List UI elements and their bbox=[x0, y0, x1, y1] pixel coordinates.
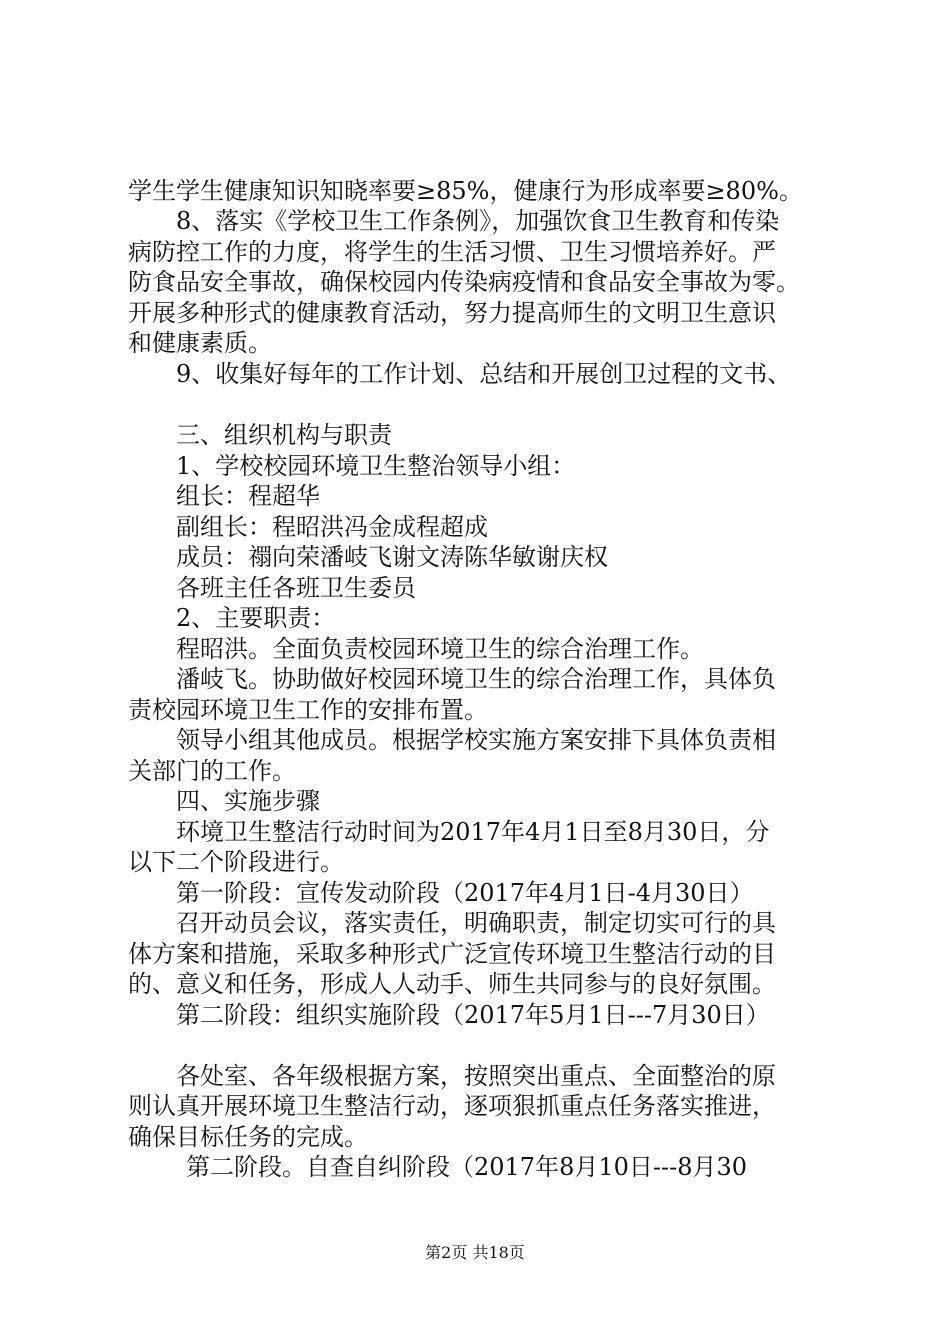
text-line: 领导小组其他成员。根据学校实施方案安排下具体负责相 bbox=[176, 726, 776, 754]
section-heading: 三、组织机构与职责 bbox=[176, 421, 392, 449]
text-line: 第二阶段：组织实施阶段（2017年5月1日---7月30日） bbox=[176, 1001, 770, 1029]
text-line: 环境卫生整洁行动时间为2017年4月1日至8月30日，分 bbox=[176, 818, 770, 846]
text-line: 副组长：程昭洪冯金成程超成 bbox=[176, 513, 488, 541]
text-line: 体方案和措施，采取多种形式广泛宣传环境卫生整洁行动的目 bbox=[128, 940, 776, 968]
text-line: 的、意义和任务，形成人人动手、师生共同参与的良好氛围。 bbox=[128, 970, 776, 998]
text-line: 成员：禤向荣潘岐飞谢文涛陈华敏谢庆权 bbox=[176, 543, 608, 571]
text-line: 召开动员会议，落实责任，明确职责，制定切实可行的具 bbox=[176, 909, 776, 937]
text-line: 确保目标任务的完成。 bbox=[128, 1123, 368, 1151]
text-line: 以下二个阶段进行。 bbox=[128, 848, 344, 876]
text-line: 第二阶段。自查自纠阶段（2017年8月10日---8月30 bbox=[186, 1153, 748, 1181]
text-line: 1、学校校园环境卫生整治领导小组： bbox=[176, 452, 576, 480]
text-line: 2、主要职责： bbox=[176, 604, 336, 632]
text-line: 9、收集好每年的工作计划、总结和开展创卫过程的文书、 bbox=[176, 360, 792, 388]
section-heading: 四、实施步骤 bbox=[176, 787, 320, 815]
text-line: 各班主任各班卫生委员 bbox=[176, 574, 416, 602]
text-line: 关部门的工作。 bbox=[128, 757, 296, 785]
text-line: 潘岐飞。协助做好校园环境卫生的综合治理工作，具体负 bbox=[176, 665, 776, 693]
text-line: 学生学生健康知识知晓率要≥85%，健康行为形成率要≥80%。 bbox=[128, 177, 803, 205]
text-line: 和健康素质。 bbox=[128, 329, 272, 357]
text-line: 程昭洪。全面负责校园环境卫生的综合治理工作。 bbox=[176, 635, 704, 663]
text-line: 则认真开展环境卫生整洁行动，逐项狠抓重点任务落实推进， bbox=[128, 1092, 776, 1120]
text-line: 各处室、各年级根据方案，按照突出重点、全面整治的原 bbox=[176, 1062, 776, 1090]
text-line: 防食品安全事故，确保校园内传染病疫情和食品安全事故为零。 bbox=[128, 268, 800, 296]
text-line: 8、落实《学校卫生工作条例》，加强饮食卫生教育和传染 bbox=[176, 207, 780, 235]
text-line: 组长：程超华 bbox=[176, 482, 320, 510]
page-footer: 第2页 共18页 bbox=[425, 1243, 525, 1262]
text-line: 责校园环境卫生工作的安排布置。 bbox=[128, 696, 488, 724]
text-line: 开展多种形式的健康教育活动，努力提高师生的文明卫生意识 bbox=[128, 299, 776, 327]
text-line: 第一阶段：宣传发动阶段（2017年4月1日-4月30日） bbox=[176, 879, 754, 907]
text-line: 病防控工作的力度，将学生的生活习惯、卫生习惯培养好。严 bbox=[128, 238, 776, 266]
